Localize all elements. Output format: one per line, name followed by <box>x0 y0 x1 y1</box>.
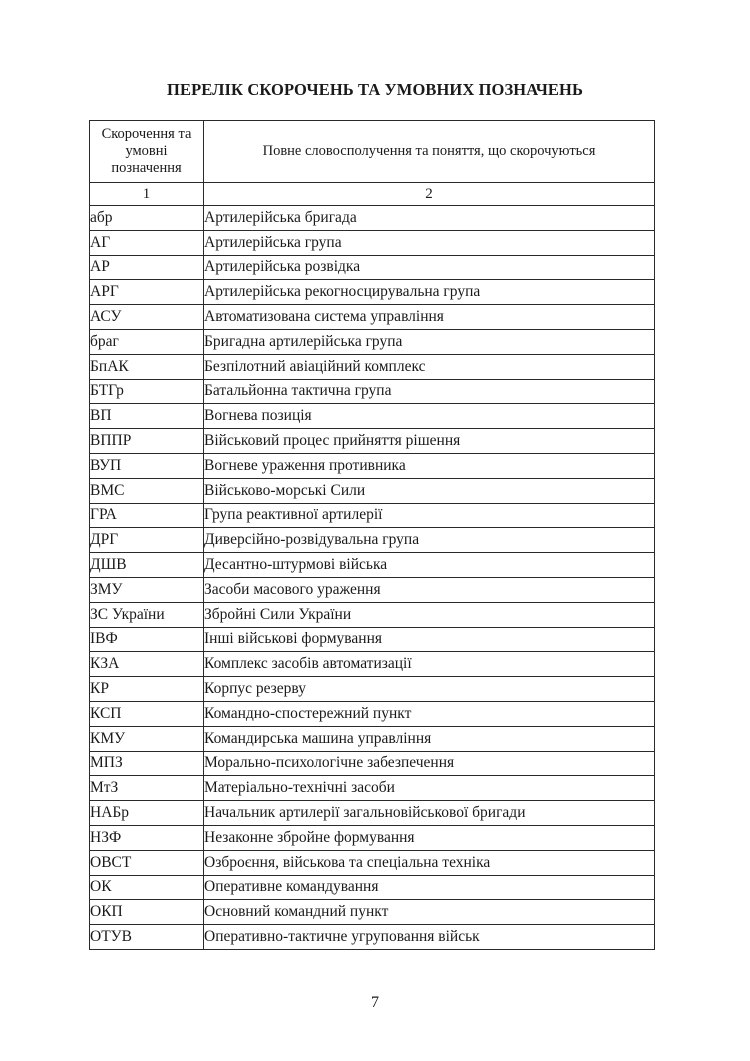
abbreviation-cell: ЗС України <box>90 602 204 627</box>
full-term-cell: Артилерійська рекогносцирувальна група <box>204 280 655 305</box>
table-row <box>90 503 655 528</box>
abbreviation-cell: ОК <box>90 875 204 900</box>
table-row <box>90 677 655 702</box>
full-term-cell: Бригадна артилерійська група <box>204 329 655 354</box>
abbreviation-cell: ІВФ <box>90 627 204 652</box>
table-row <box>90 577 655 602</box>
column-number-2: 2 <box>204 183 655 206</box>
full-term-cell: Командирська машина управління <box>204 726 655 751</box>
abbreviation-cell: браг <box>90 329 204 354</box>
table-row <box>90 627 655 652</box>
abbreviation-cell: ОТУВ <box>90 925 204 950</box>
table-row <box>90 280 655 305</box>
full-term-cell: Морально-психологічне забезпечення <box>204 751 655 776</box>
full-term-cell: Військово-морські Сили <box>204 478 655 503</box>
abbreviation-cell: КМУ <box>90 726 204 751</box>
abbreviation-cell: КЗА <box>90 652 204 677</box>
full-term-cell: Комплекс засобів автоматизації <box>204 652 655 677</box>
full-term-cell: Корпус резерву <box>204 677 655 702</box>
abbreviation-cell: абр <box>90 206 204 231</box>
abbreviation-cell: ОВСТ <box>90 850 204 875</box>
table-row <box>90 726 655 751</box>
column-number-row <box>90 183 655 206</box>
abbreviation-cell: КР <box>90 677 204 702</box>
table-body <box>90 183 655 950</box>
full-term-cell: Диверсійно-розвідувальна група <box>204 528 655 553</box>
full-term-cell: Збройні Сили України <box>204 602 655 627</box>
table-row <box>90 652 655 677</box>
table-header-row <box>90 121 655 183</box>
table-row <box>90 478 655 503</box>
table-row <box>90 329 655 354</box>
table-row <box>90 528 655 553</box>
abbreviation-cell: ДРГ <box>90 528 204 553</box>
abbreviation-cell: АР <box>90 255 204 280</box>
table-row <box>90 701 655 726</box>
table-row <box>90 925 655 950</box>
full-term-cell: Вогневе ураження противника <box>204 453 655 478</box>
table-row <box>90 206 655 231</box>
abbreviation-cell: НАБр <box>90 801 204 826</box>
table-row <box>90 230 655 255</box>
abbreviation-cell: ВМС <box>90 478 204 503</box>
abbreviation-cell: ЗМУ <box>90 577 204 602</box>
column-number-1: 1 <box>90 183 204 206</box>
full-term-cell: Артилерійська бригада <box>204 206 655 231</box>
table-row <box>90 776 655 801</box>
full-term-cell: Автоматизована система управління <box>204 305 655 330</box>
page-title: ПЕРЕЛІК СКОРОЧЕНЬ ТА УМОВНИХ ПОЗНАЧЕНЬ <box>167 80 583 99</box>
abbreviation-cell: АГ <box>90 230 204 255</box>
table-row <box>90 553 655 578</box>
full-term-cell: Оперативно-тактичне угруповання військ <box>204 925 655 950</box>
table-row <box>90 305 655 330</box>
abbreviation-cell: БТГр <box>90 379 204 404</box>
full-term-cell: Засоби масового ураження <box>204 577 655 602</box>
page-number: 7 <box>371 994 379 1011</box>
abbreviation-cell: БпАК <box>90 354 204 379</box>
full-term-cell: Командно-спостережний пункт <box>204 701 655 726</box>
table-row <box>90 602 655 627</box>
abbreviation-cell: МтЗ <box>90 776 204 801</box>
abbreviation-cell: АРГ <box>90 280 204 305</box>
table-row <box>90 429 655 454</box>
full-term-cell: Безпілотний авіаційний комплекс <box>204 354 655 379</box>
abbreviation-cell: ГРА <box>90 503 204 528</box>
table-row <box>90 850 655 875</box>
header-abbreviation: Скорочення та умовні позначення <box>90 121 204 183</box>
table-row <box>90 354 655 379</box>
full-term-cell: Оперативне командування <box>204 875 655 900</box>
full-term-cell: Незаконне збройне формування <box>204 825 655 850</box>
full-term-cell: Матеріально-технічні засоби <box>204 776 655 801</box>
abbreviation-cell: НЗФ <box>90 825 204 850</box>
table-row <box>90 255 655 280</box>
full-term-cell: Вогнева позиція <box>204 404 655 429</box>
abbreviation-cell: АСУ <box>90 305 204 330</box>
table-row <box>90 453 655 478</box>
full-term-cell: Артилерійська розвідка <box>204 255 655 280</box>
full-term-cell: Інші військові формування <box>204 627 655 652</box>
abbreviation-cell: ВППР <box>90 429 204 454</box>
full-term-cell: Десантно-штурмові війська <box>204 553 655 578</box>
abbreviation-cell: ОКП <box>90 900 204 925</box>
full-term-cell: Артилерійська група <box>204 230 655 255</box>
header-full-term: Повне словосполучення та поняття, що скорочуються <box>204 121 655 183</box>
full-term-cell: Начальник артилерії загальновійськової бригади <box>204 801 655 826</box>
table-row <box>90 404 655 429</box>
abbreviations-table <box>89 120 655 950</box>
abbreviation-cell: ДШВ <box>90 553 204 578</box>
abbreviation-cell: КСП <box>90 701 204 726</box>
full-term-cell: Батальйонна тактична група <box>204 379 655 404</box>
abbreviation-cell: ВУП <box>90 453 204 478</box>
table-row <box>90 801 655 826</box>
full-term-cell: Озброєння, військова та спеціальна техніка <box>204 850 655 875</box>
table-row <box>90 900 655 925</box>
full-term-cell: Група реактивної артилерії <box>204 503 655 528</box>
full-term-cell: Військовий процес прийняття рішення <box>204 429 655 454</box>
abbreviation-cell: ВП <box>90 404 204 429</box>
table-row <box>90 379 655 404</box>
full-term-cell: Основний командний пункт <box>204 900 655 925</box>
table-row <box>90 825 655 850</box>
table-row <box>90 751 655 776</box>
table-row <box>90 875 655 900</box>
abbreviation-cell: МПЗ <box>90 751 204 776</box>
